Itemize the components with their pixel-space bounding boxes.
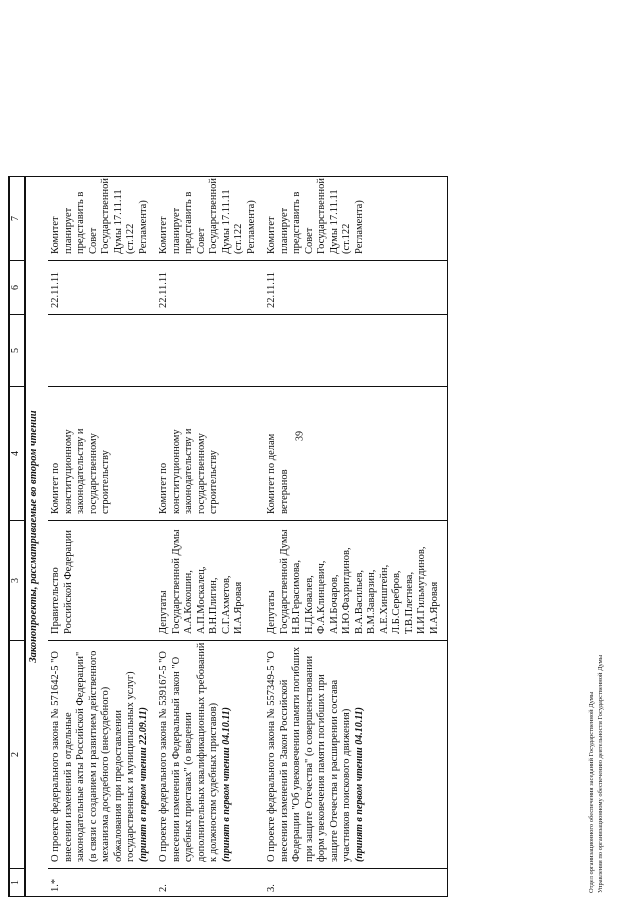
column-numbers-row: [9, 177, 25, 897]
column-header: 3: [9, 521, 25, 641]
footer-line: Отдел организационного обеспечения заседаний Государственной Думы: [588, 691, 595, 893]
bill-title-cell: [156, 641, 264, 869]
date: 22.11.11: [156, 261, 264, 315]
column-5-cell: [48, 315, 156, 387]
column-header: 5: [9, 315, 25, 387]
page-number: 39: [294, 431, 306, 441]
bill-title: О проекте федерального закона № 571642-5 "О внесении изменений в отдельные законодательные акты Российской Федерации" (в связи с созданием и развитием действенного механизма досудебного (внесудебного) обжалования при предоставлении государственных и муниципальных услуг): [50, 650, 136, 862]
row-number: 1.*: [48, 869, 156, 897]
first-reading-note: (принят в первом чтении 22.09.11): [137, 707, 149, 862]
table-row: [264, 177, 448, 897]
initiator: Правительство Российской Федерации: [48, 521, 156, 641]
column-5-cell: [156, 315, 264, 387]
note: Комитет планирует представить в Совет Государственной Думы 17.11.11 (ст.122 Регламента): [156, 177, 264, 261]
agenda-table: [8, 176, 448, 897]
note: Комитет планирует представить в Совет Государственной Думы 17.11.11 (ст.122 Регламента): [264, 177, 448, 261]
committee: Комитет по делам ветеранов: [264, 387, 448, 521]
table-row: [48, 177, 156, 897]
column-header: 2: [9, 641, 25, 869]
first-reading-note: (принят в первом чтении 04.10.11): [220, 707, 232, 862]
footer-line: Управления по организационному обеспечению деятельности Государственной Думы: [597, 654, 604, 893]
column-header: 6: [9, 261, 25, 315]
bill-title-cell: [264, 641, 448, 869]
committee: Комитет по конституционному законодательству и государственному строительству: [48, 387, 156, 521]
footer: [587, 655, 605, 893]
initiator: Депутаты Государственной Думы Н.В.Герасимова, Н.Д.Ковалев, Ф.А.Клинцевич, А.И.Бочаров, И.Ю.Фахритдинов, В.А.Васильев, В.М.Заварзин, А.Е.Хинштейн, Л.Б.Серебров, Т.В.Плетнева, И.И.Гильмутдинов, И.А.Яровая: [264, 521, 448, 641]
section-title: Законопроекты, рассматриваемые во втором чтении: [25, 177, 48, 897]
committee: Комитет по конституционному законодательству и государственному строительству: [156, 387, 264, 521]
first-reading-note: (принят в первом чтении 04.10.11): [353, 707, 365, 862]
column-header: 4: [9, 387, 25, 521]
column-header: 7: [9, 177, 25, 261]
date: 22.11.11: [48, 261, 156, 315]
date: 22.11.11: [264, 261, 448, 315]
section-row: [25, 177, 48, 897]
bill-title: О проекте федерального закона № 557349-5 "О внесении изменений в Закон Российской Федерации "Об увековечении памяти погибших при защите Отечества" (о совершенствовании форм увековечения памяти погибших при защите Отечества и расширении состава участников поискового движения): [266, 646, 352, 862]
column-5-cell: [264, 315, 448, 387]
note: Комитет планирует представить в Совет Государственной Думы 17.11.11 (ст.122 Регламента): [48, 177, 156, 261]
row-number: 2.: [156, 869, 264, 897]
bill-title: О проекте федерального закона № 539167-5 "О внесении изменений в Федеральный закон "О судебных приставах" (о введении дополнительных квалификационных требований к должностям судебных приставов): [158, 642, 219, 862]
row-number: 3.: [264, 869, 448, 897]
column-header: 1: [9, 869, 25, 897]
table-row: [156, 177, 264, 897]
bill-title-cell: [48, 641, 156, 869]
initiator: Депутаты Государственной Думы А.А.Кокошин, А.П.Москалец, В.Н.Плигин, С.Г.Ахметов, И.А.Яровая: [156, 521, 264, 641]
